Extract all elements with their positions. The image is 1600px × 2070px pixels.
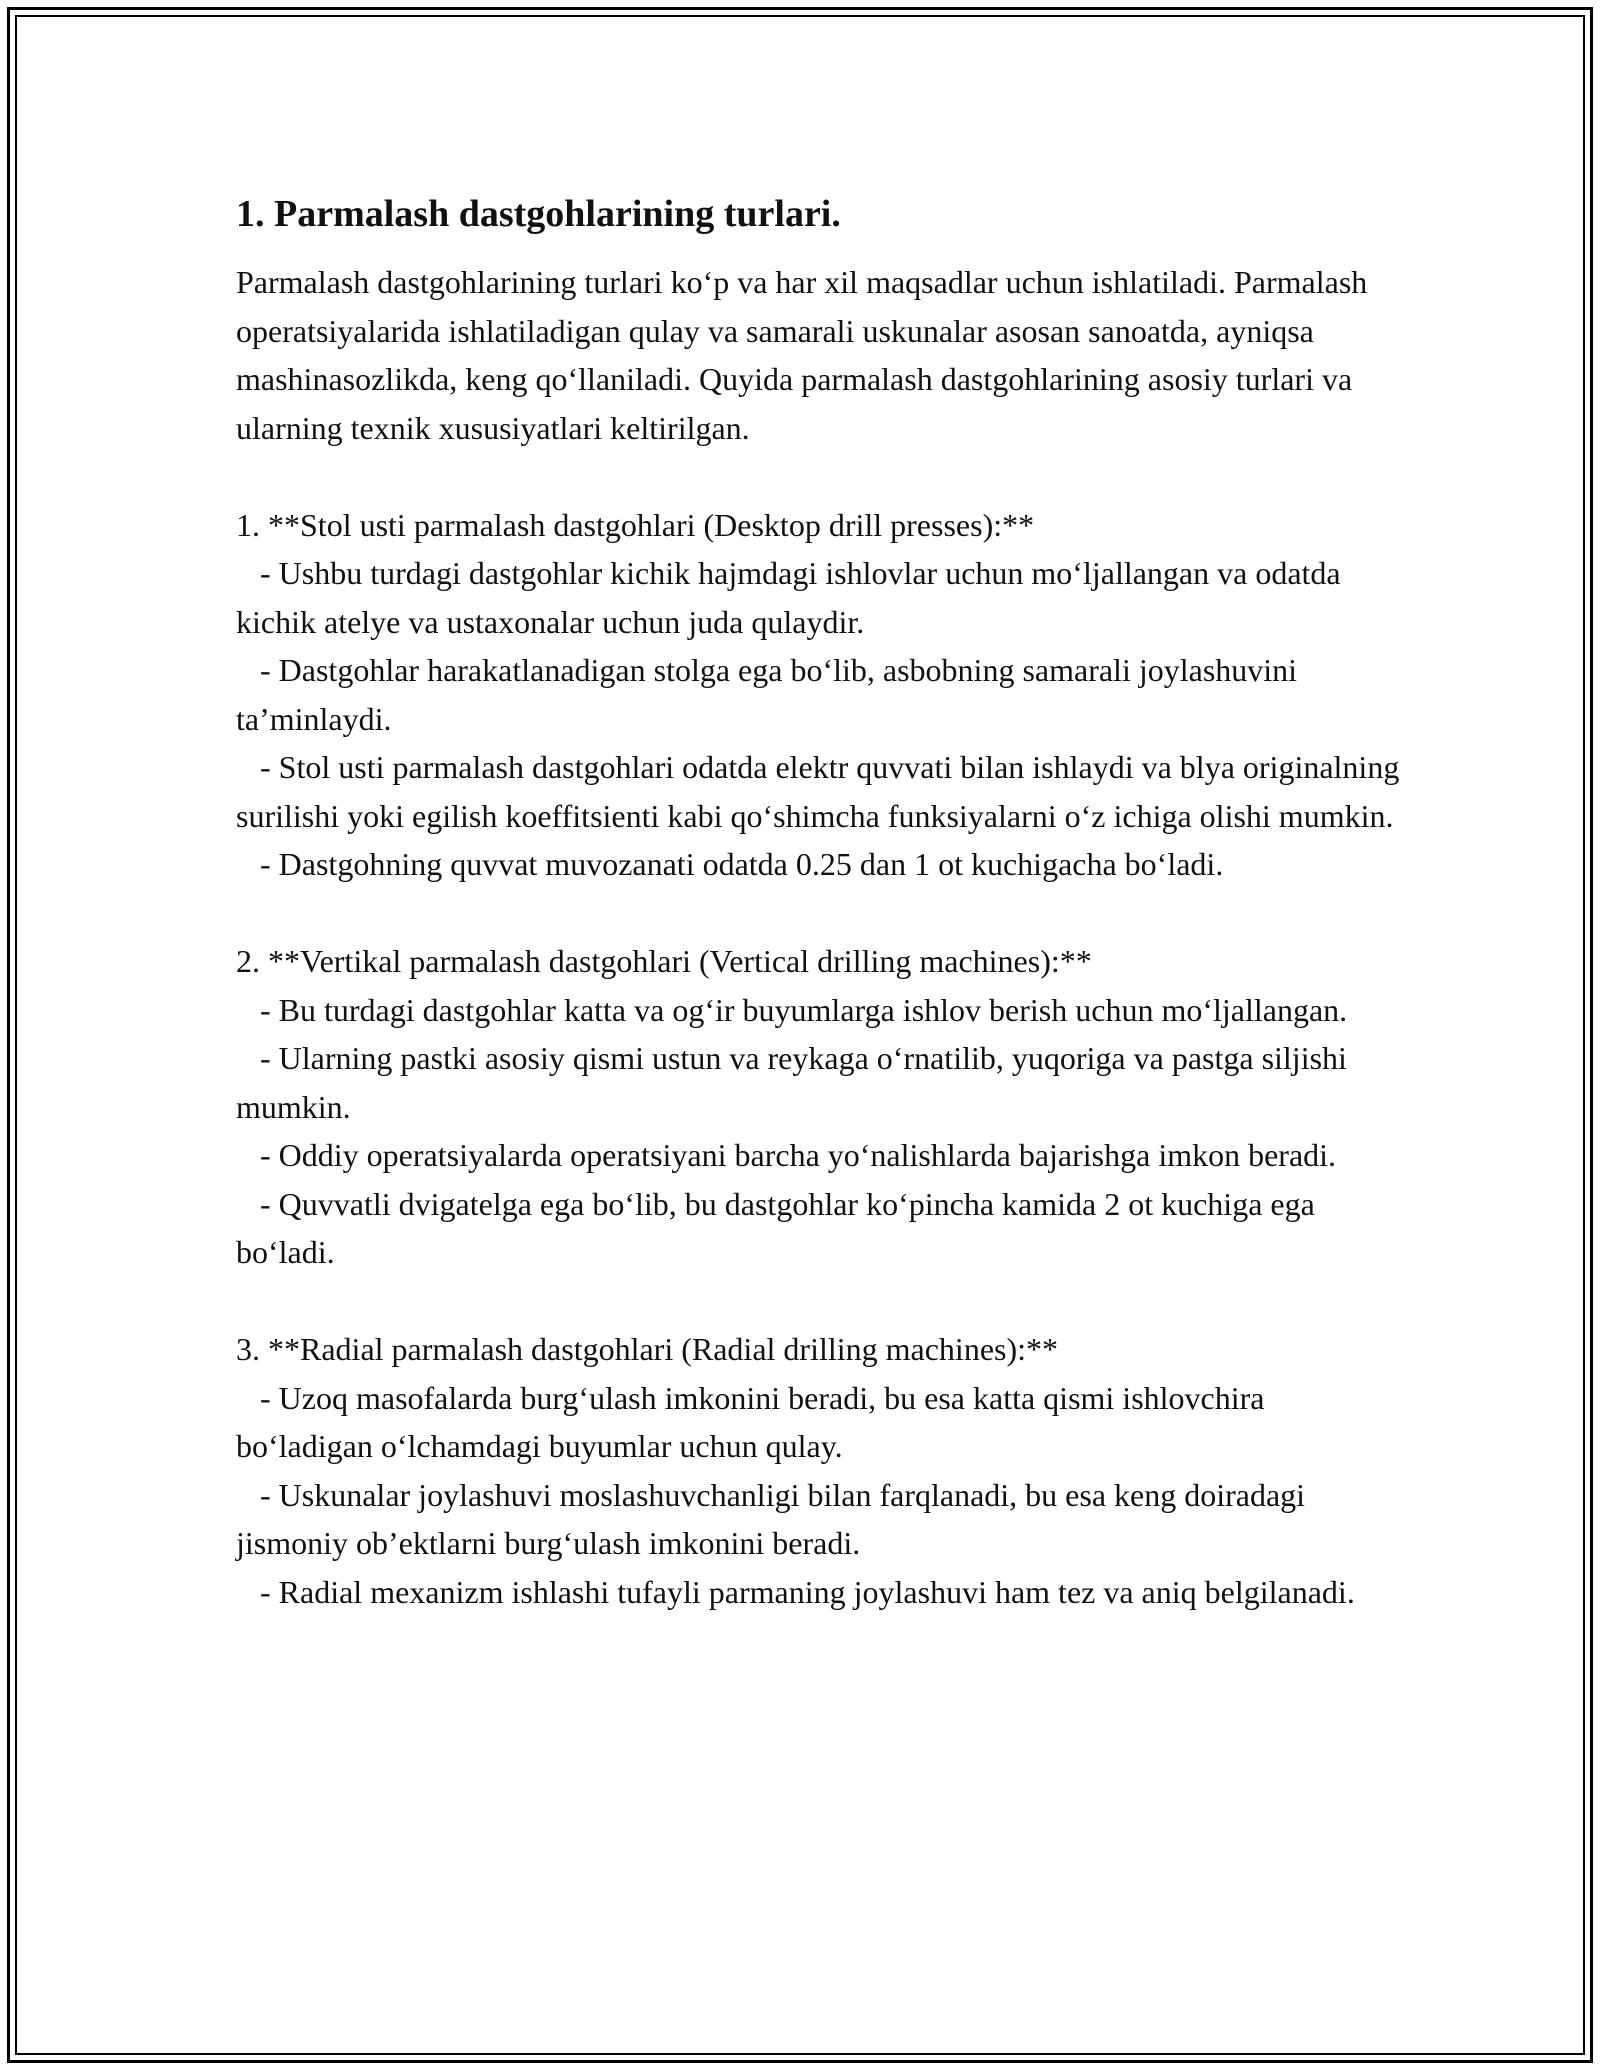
bullet-item: - Dastgohlar harakatlanadigan stolga ega bo‘lib, asbobning samarali joylashuvini ta’minlaydi.: [236, 652, 1306, 737]
bullet-item: - Stol usti parmalash dastgohlari odatda elektr quvvati bilan ishlaydi va blya originalning surilishi yoki egilish koeffitsienti kabi qo‘shimcha funksiyalarni o‘z ichiga olishi mumkin.: [236, 749, 1408, 834]
section-title: 3. **Radial parmalash dastgohlari (Radial drilling machines):**: [236, 1331, 1059, 1367]
section-heading: 1. Parmalash dastgohlarining turlari.: [236, 193, 841, 235]
bullet-item: - Uskunalar joylashuvi moslashuvchanligi bilan farqlanadi, bu esa keng doiradagi jismoniy ob’ektlarni burg‘ulash imkonini beradi.: [236, 1476, 1314, 1561]
bullet-item: - Bu turdagi dastgohlar katta va og‘ir buyumlarga ishlov berish uchun mo‘ljallangan.: [236, 991, 1348, 1028]
bullet-item: - Dastgohning quvvat muvozanati odatda 0.25 dan 1 ot kuchigacha bo‘ladi.: [236, 846, 1224, 882]
blank-line: [236, 889, 1406, 938]
bullet-item: - Oddiy operatsiyalarda operatsiyani barcha yo‘nalishlarda bajarishga imkon beradi.: [236, 1137, 1337, 1173]
section-desktop-drill-presses: [236, 501, 1406, 889]
section-vertical-drilling-machines: [236, 937, 1406, 1277]
section-title: 1. **Stol usti parmalash dastgohlari (Desktop drill presses):**: [236, 506, 1035, 543]
intro-paragraph: Parmalash dastgohlarining turlari ko‘p va har xil maqsadlar uchun ishlatiladi. Parmalash operatsiyalarida ishlatiladigan qulay va samarali uskunalar asosan sanoatda, ayniqsa mashinasozlikda, keng qo‘llaniladi. Quyida parmalash dastgohlarining asosiy turlari va ularning texnik xususiyatlari keltirilgan.: [236, 264, 1368, 446]
bullet-item: - Uzoq masofalarda burg‘ulash imkonini beradi, bu esa katta qismi ishlovchira bo‘ladigan o‘lchamdagi buyumlar uchun qulay.: [236, 1379, 1273, 1464]
bullet-item: - Radial mexanizm ishlashi tufayli parmaning joylashuvi ham tez va aniq belgilanadi.: [236, 1573, 1355, 1610]
blank-line: [236, 452, 1406, 501]
bullet-item: - Quvvatli dvigatelga ega bo‘lib, bu dastgohlar ko‘pincha kamida 2 ot kuchiga ega bo‘ladi.: [236, 1185, 1323, 1270]
document-body: [236, 186, 1406, 1616]
section-title: 2. **Vertikal parmalash dastgohlari (Vertical drilling machines):**: [236, 943, 1092, 979]
bullet-item: - Ularning pastki asosiy qismi ustun va reykaga o‘rnatilib, yuqoriga va pastga siljishi mumkin.: [236, 1040, 1355, 1125]
section-radial-drilling-machines: [236, 1325, 1406, 1616]
blank-line: [236, 1277, 1406, 1326]
bullet-item: - Ushbu turdagi dastgohlar kichik hajmdagi ishlovlar uchun mo‘ljallangan va odatda kichik atelye va ustaxonalar uchun juda qulaydir.: [236, 555, 1349, 640]
